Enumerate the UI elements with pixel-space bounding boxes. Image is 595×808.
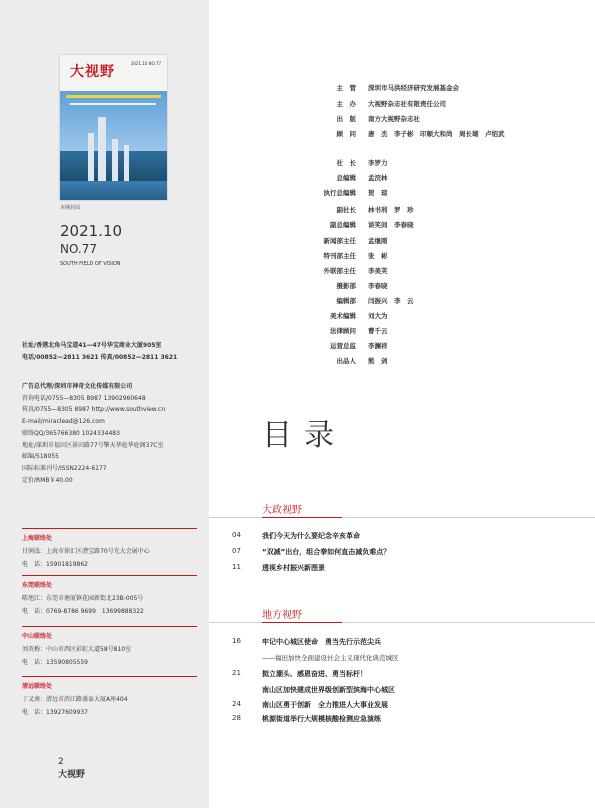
ad-agent-line: 咨询电话/0755—8305 8987 13902960648 xyxy=(22,394,146,402)
cover-water xyxy=(60,181,167,200)
office-contact: 甘润泓：上海市徐汇区漕宝路70号光大会展中心 xyxy=(22,548,150,555)
cover-tower xyxy=(112,139,118,181)
masthead-value: 大视野杂志社有限责任公司 xyxy=(368,100,446,108)
masthead-label: 运营总监 xyxy=(330,342,356,350)
masthead-row xyxy=(310,251,388,260)
section-title: 地方视野 xyxy=(262,610,302,621)
footer-logo: 大视野 xyxy=(58,770,86,780)
toc-page: 11 xyxy=(232,563,241,571)
ad-agent-line: E-mail/miraclead@126.com xyxy=(22,418,105,426)
office-zhongshan xyxy=(22,626,197,669)
masthead-label: 新闻部主任 xyxy=(323,237,356,245)
phone-line: 电话/00852—2811 3621 传真/00852—2811 3621 xyxy=(22,354,178,361)
masthead-label: 出 版 xyxy=(336,115,356,123)
ad-agent-line: 定价/RMB￥40.00 xyxy=(22,476,73,484)
masthead-value: 深圳市马洪经济研究发展基金会 xyxy=(368,84,459,92)
masthead-label: 副总编辑 xyxy=(330,221,356,229)
masthead-value: 闫振兴 李 云 xyxy=(368,297,414,305)
office-contact: 陈旭江：东莞市塘厦镇花园新街北23B-005号 xyxy=(22,595,144,602)
cover-subline-bar xyxy=(70,103,156,105)
ad-agent-line: 联络QQ/365766380 1024334483 xyxy=(22,429,120,437)
toc-page: 04 xyxy=(232,531,241,539)
masthead-row xyxy=(310,99,446,108)
masthead-row xyxy=(310,173,388,182)
masthead-value: 曹千云 xyxy=(368,327,388,335)
toc-title: 目录 xyxy=(262,418,346,453)
ad-agent-line: 国际标准刊号/ISSN2224-6177 xyxy=(22,464,107,472)
office-contact: 丁义南：清远市滨江路盛泰大厦A座404 xyxy=(22,696,128,703)
toc-entry-link[interactable]: 牢记中心城区使命 勇当先行示范尖兵 xyxy=(262,638,381,646)
ad-agent-line: 传真/0755—8305 8987 http://www.southview.cn xyxy=(22,406,166,414)
office-dongguan xyxy=(22,575,197,618)
toc-entry-subtitle: ——福田加快全面建设社会主义现代化典范城区 xyxy=(262,654,399,662)
masthead-row xyxy=(310,311,388,320)
masthead-row xyxy=(310,356,388,365)
page-number: 2 xyxy=(58,757,64,767)
masthead-row xyxy=(310,266,388,275)
cover-caption: 本期封面 xyxy=(60,205,81,211)
section-divider xyxy=(209,517,595,518)
masthead-label: 法律顾问 xyxy=(330,327,356,335)
office-phone: 电 话：13590805559 xyxy=(22,659,88,666)
masthead-value: 贺 琼 xyxy=(368,189,388,197)
masthead-label: 顾 问 xyxy=(336,130,356,138)
address-line: 社址/香港北角马宝道41—47号华宝商业大厦905室 xyxy=(22,342,162,349)
office-shanghai xyxy=(22,528,197,571)
toc-page: 21 xyxy=(232,669,241,677)
masthead-row xyxy=(310,341,388,350)
ad-agent-block xyxy=(22,381,165,486)
magazine-slogan: SOUTH FIELD OF VISION xyxy=(60,261,121,267)
ad-agent-line: 邮编/518055 xyxy=(22,453,59,461)
masthead-value: 李美芙 xyxy=(368,267,388,275)
masthead-label: 编辑部 xyxy=(336,297,356,305)
masthead-value: 谈笑间 李春晓 xyxy=(368,221,414,229)
ad-agent-line: 地址/深圳市福田区景田路77号擎天华庭华庭阁37C室 xyxy=(22,441,164,449)
toc-entry-link[interactable]: 我们今天为什么要纪念辛亥革命 xyxy=(262,532,360,540)
cover-tower xyxy=(88,133,94,181)
masthead-value: 南方大视野杂志社 xyxy=(368,115,420,123)
masthead-row xyxy=(310,129,505,138)
cover-issue-label: 2021.10 NO.77 xyxy=(130,61,161,66)
office-name: 上海联络处 xyxy=(22,535,53,542)
office-phone: 电 话：13927609937 xyxy=(22,709,88,716)
masthead-row xyxy=(310,220,414,229)
masthead-row xyxy=(310,281,388,290)
toc-page: 16 xyxy=(232,637,241,645)
section-divider xyxy=(209,622,595,623)
masthead-row xyxy=(310,236,388,245)
masthead-label: 美术编辑 xyxy=(330,312,356,320)
masthead-value: 熊 剑 xyxy=(368,357,388,365)
office-name: 东莞联络处 xyxy=(22,582,53,589)
toc-page: 07 xyxy=(232,547,241,555)
masthead-value: 李春晓 xyxy=(368,282,388,290)
cover-tower xyxy=(98,117,106,181)
office-contact: 刘英梅：中山市西区彩虹大道58号810室 xyxy=(22,646,132,653)
masthead-label: 总编辑 xyxy=(336,174,356,182)
address-block xyxy=(22,340,177,364)
masthead-value: 李澜祥 xyxy=(368,342,388,350)
toc-entry-link[interactable]: 透视乡村振兴新图景 xyxy=(262,564,325,572)
masthead-row xyxy=(310,188,388,197)
masthead-value: 孟继刚 xyxy=(368,237,388,245)
office-phone: 电 话：0769-8786 9699 13699888322 xyxy=(22,608,144,615)
masthead-label: 执行总编辑 xyxy=(323,189,356,197)
cover-image xyxy=(60,55,167,200)
toc-page: 24 xyxy=(232,700,241,708)
toc-entry-link[interactable]: “双减”出台，组合拳如何直击减负难点？ xyxy=(262,548,391,556)
masthead-label: 社 长 xyxy=(336,159,356,167)
toc-entry-link[interactable]: 挺立潮头、感恩奋进、勇当标杆！ xyxy=(262,670,367,678)
masthead-row xyxy=(310,114,420,123)
toc-entry-link[interactable]: 南山区勇于创新 全力推进人大事业发展 xyxy=(262,701,388,709)
masthead-row xyxy=(310,296,414,305)
section-title: 大政视野 xyxy=(262,505,302,516)
masthead-label: 主 办 xyxy=(336,100,356,108)
issue-number: NO.77 xyxy=(60,242,98,256)
office-phone: 电 话：15901819862 xyxy=(22,561,88,568)
masthead-value: 唐 杰 李子彬 印顺大和尚 周长瑚 卢绍武 xyxy=(368,130,505,138)
masthead-row xyxy=(310,326,388,335)
toc-entry-subtitle: 南山区加快建成世界级创新型滨海中心城区 xyxy=(262,686,395,694)
masthead-label: 出品人 xyxy=(336,357,356,365)
toc-page: 28 xyxy=(232,714,241,722)
office-name: 清远联络处 xyxy=(22,683,53,690)
masthead-row xyxy=(310,83,459,92)
masthead-value: 林书利 罗 珍 xyxy=(368,206,414,214)
office-name: 中山联络处 xyxy=(22,633,53,640)
masthead-row xyxy=(310,158,388,167)
masthead-label: 副社长 xyxy=(336,206,356,214)
cover-headline-bar xyxy=(66,95,161,98)
masthead-label: 摄影部 xyxy=(336,282,356,290)
masthead-label: 主 管 xyxy=(336,84,356,92)
ad-agent-title: 广告总代理/深圳市神奇文化传媒有限公司 xyxy=(22,383,133,390)
masthead-value: 刘大为 xyxy=(368,312,388,320)
masthead-row xyxy=(310,205,414,214)
masthead-label: 特刊部主任 xyxy=(323,252,356,260)
masthead-value: 李罗力 xyxy=(368,159,388,167)
masthead-label: 外联部主任 xyxy=(323,267,356,275)
issue-date: 2021.10 xyxy=(60,222,123,240)
masthead-value: 张 彬 xyxy=(368,252,388,260)
cover-logo: 大视野 xyxy=(70,64,115,80)
cover-tower xyxy=(124,145,129,181)
toc-entry-link[interactable]: 桃源街道举行大规模核酸检测应急演练 xyxy=(262,715,381,723)
office-qingyuan xyxy=(22,676,197,719)
masthead-value: 孟浣林 xyxy=(368,174,388,182)
